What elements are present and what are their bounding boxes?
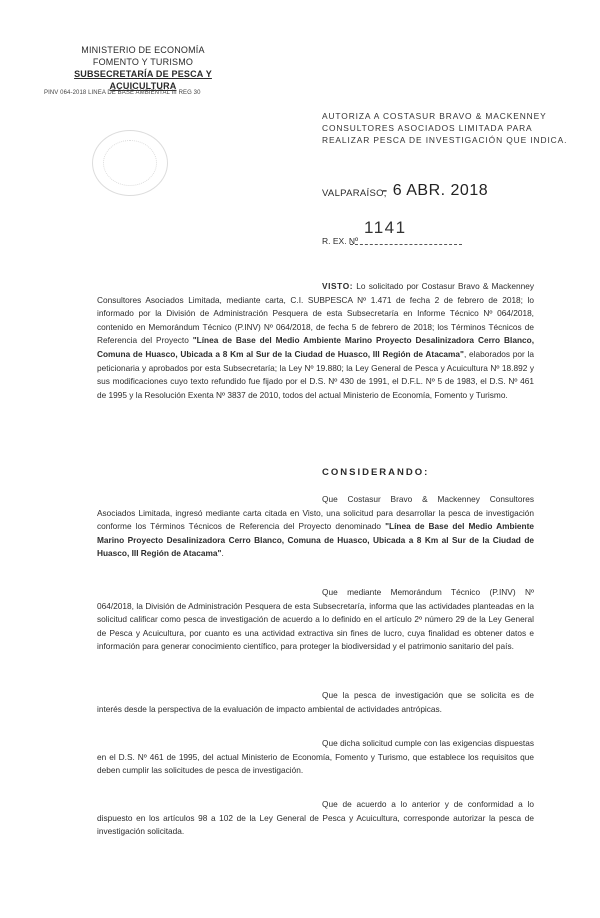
considerando-text: Que dicha solicitud cumple con las exigencias dispuestas en el D.S. Nº 461 de 1995, del actual Ministerio de Economía, Fomento y Turismo, que establece los requisitos que deben cumplir las solicitudes de pesca de investigación.	[97, 738, 534, 776]
visto-text-cont: , elaborados por la peticionaria y aprobados por esta Subsecretaría; la Ley Nº 19.880; la Ley General de Pesca y Acuicultura Nº 18.892 y sus modificaciones cuyo texto refundido fue fijado por el D.S. Nº 430 de 1991, el D.F.L. Nº 5 de 1983, el D.S. Nº 461 de 1995 y la Resolución Exenta Nº 3837 de 2010, todos del actual Ministerio de Economía, Fomento y Turismo.	[97, 348, 534, 400]
visto-text: Lo solicitado por Costasur Bravo & Mackenney Consultores Asociados Limitada, mediante carta, C.I. SUBPESCA Nº 1.471 de fecha 2 de febrero de 2018; lo informado por la División de Administración Pesquera de esta Subsecretaría en Informe Técnico Nº 064/2018, contenido en Memorándum Técnico (P.INV) Nº 064/2018, de fecha 5 de febrero de 2018; los Términos Técnicos de Referencia del Proyecto	[97, 281, 534, 346]
ministry-header	[48, 44, 238, 92]
place-label: VALPARAÍSO,	[322, 188, 387, 199]
resolution-title	[322, 110, 568, 146]
visto-paragraph	[97, 280, 534, 402]
considerando-paragraph	[97, 493, 534, 561]
official-seal	[92, 130, 168, 196]
title-line: REALIZAR PESCA DE INVESTIGACIÓN QUE INDICA.	[322, 135, 568, 145]
considerando-paragraph	[97, 689, 534, 716]
title-line: AUTORIZA A COSTASUR BRAVO & MACKENNEY	[322, 111, 547, 121]
visto-label: VISTO:	[322, 281, 354, 291]
ministry-subname: FOMENTO Y TURISMO	[92, 57, 194, 67]
considerando-text: Que la pesca de investigación que se solicita es de interés desde la perspectiva de la evaluación de impacto ambiental de actividades antrópicas.	[97, 690, 534, 714]
resolution-date: - 6 ABR. 2018	[382, 182, 489, 199]
considerando-paragraph	[97, 737, 534, 778]
project-name: "Línea de Base del Medio Ambiente Marino Proyecto Desalinizadora Cerro Blanco, Comuna de Huasco, Ubicada a 8 Km al Sur de la Ciudad de Huasco, III Región de Atacama"	[97, 521, 534, 559]
considerando-text: Que Costasur Bravo & Mackenney Consultores Asociados Limitada, ingresó mediante carta citada en Visto, una solicitud para desarrollar la pesca de investigación conforme los Términos Técnicos de Referencia del Proyecto denominado	[97, 494, 534, 532]
considerando-paragraph	[97, 586, 534, 654]
considerando-paragraph	[97, 798, 534, 839]
subsecretaria-name: SUBSECRETARÍA DE PESCA Y ACUICULTURA	[74, 69, 212, 91]
project-name: "Línea de Base del Medio Ambiente Marino Proyecto Desalinizadora Cerro Blanco, Comuna de Huasco, Ubicada a 8 Km al Sur de la Ciudad de Huasco, III Región de Atacama"	[97, 335, 535, 359]
resolution-number-label: R. EX. Nº	[322, 236, 359, 246]
ministry-name: MINISTERIO DE ECONOMÍA	[81, 45, 205, 55]
file-reference: PINV 064-2018 LINEA DE BASE AMBIENTAL III REG 30	[44, 90, 201, 96]
number-underline	[350, 244, 462, 245]
considerando-heading: CONSIDERANDO:	[322, 467, 430, 478]
title-line: CONSULTORES ASOCIADOS LIMITADA PARA	[322, 123, 533, 133]
considerando-text: Que mediante Memorándum Técnico (P.INV) Nº 064/2018, la División de Administración Pesquera de esta Subsecretaría, informa que las actividades planteadas en la solicitud calificar como pesca de investigación de acuerdo a lo definido en el artículo 2º número 29 de la Ley General de Pesca y Acuicultura, por cuanto es una actividad extractiva sin fines de lucro, cuya finalidad es obtener datos e información para generar conocimiento científico, para proteger la biodiversidad y el patrimonio sanitario del país.	[97, 587, 534, 652]
resolution-number: 1141	[364, 218, 407, 237]
considerando-text: .	[221, 548, 224, 559]
considerando-text: Que de acuerdo a lo anterior y de conformidad a lo dispuesto en los artículos 98 a 102 de la Ley General de Pesca y Acuicultura, corresponde autorizar la pesca de investigación solicitada.	[97, 799, 534, 837]
